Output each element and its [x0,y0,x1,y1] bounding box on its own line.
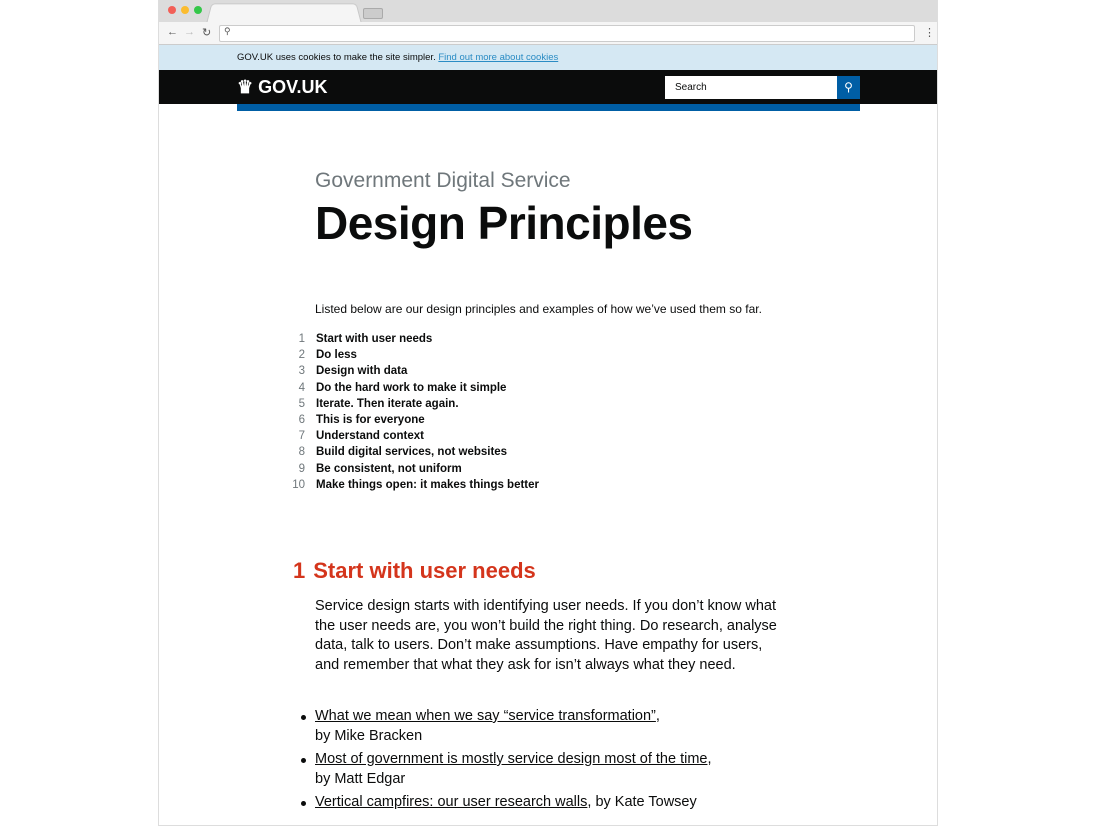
list-item [315,793,795,813]
principle-link[interactable]: Be consistent, not uniform [316,462,462,475]
article-link[interactable]: Vertical campfires: our user research walls [315,794,588,810]
principle-item[interactable] [284,477,539,493]
search-input[interactable]: Search [665,76,837,99]
crown-icon: ♛ [237,77,254,97]
principle-number: 4 [298,381,305,394]
principles-list [284,331,539,493]
cookie-link[interactable]: Find out more about cookies [438,52,559,63]
principle-item[interactable] [284,412,539,428]
principle-item[interactable] [284,396,539,412]
author: by Matt Edgar [315,770,406,787]
header-blue-bar [237,104,860,111]
maximize-window-icon[interactable] [194,6,202,14]
article-link[interactable]: Most of government is mostly service design most of the time [315,751,708,767]
list-item [315,750,795,789]
address-bar[interactable] [219,25,915,42]
search-icon: ⚲ [844,80,853,94]
principle-link[interactable]: Do the hard work to make it simple [316,381,507,394]
tab-bar [159,0,937,22]
principle-number: 3 [298,365,305,378]
forward-icon[interactable]: → [184,26,195,38]
principle-link[interactable]: Start with user needs [316,333,433,345]
page-title: Design Principles [315,197,693,249]
back-icon[interactable]: ← [167,26,178,38]
principle-item[interactable] [284,347,539,363]
author: by Kate Towsey [595,794,697,810]
list-item [315,707,795,746]
principle-item[interactable] [284,461,539,477]
section-number: 1 [293,558,306,583]
browser-window [158,0,938,826]
article-link[interactable]: What we mean when we say “service transformation” [315,708,656,724]
principle-link[interactable]: This is for everyone [316,414,425,427]
punct: , [655,708,660,724]
intro-text: Listed below are our design principles and examples of how we’ve used them so far. [315,302,762,316]
principle-number: 6 [298,414,305,427]
section-title: Start with user needs [313,558,536,583]
new-tab-button[interactable] [363,8,383,19]
principle-number: 5 [298,397,305,410]
principle-link[interactable]: Design with data [316,365,408,378]
principle-item[interactable] [284,444,539,460]
principle-item[interactable] [284,331,539,347]
principle-number: 1 [298,333,305,345]
close-window-icon[interactable] [168,6,176,14]
browser-toolbar [159,22,937,45]
punct: , [707,751,712,767]
author: by Mike Bracken [315,727,423,744]
logo-text: GOV.UK [258,77,328,97]
principle-link[interactable]: Make things open: it makes things better [316,478,540,491]
cookie-text: GOV.UK uses cookies to make the site simpler. [237,52,436,63]
principle-link[interactable]: Understand context [316,430,424,443]
govuk-header [159,70,937,104]
search-button[interactable] [837,76,860,99]
reload-icon[interactable]: ↻ [202,27,212,39]
principle-link[interactable]: Iterate. Then iterate again. [316,397,459,410]
principle-link[interactable]: Do less [316,349,357,362]
principle-item[interactable] [284,380,539,396]
page-subtitle: Government Digital Service [315,169,571,192]
related-links [315,707,795,817]
minimize-window-icon[interactable] [181,6,189,14]
govuk-logo[interactable] [237,77,328,98]
principle-item[interactable] [284,428,539,444]
search-icon: ⚲ [224,26,231,36]
punct: , [587,794,592,810]
principle-number: 8 [298,446,305,459]
principle-number: 10 [292,478,305,491]
section-body: Service design starts with identifying user needs. If you don’t know what the user needs are, you won’t build the right thing. Do research, analyse data, talk to users. Don’t make assumptions. Have empathy for users, and remember that what they ask for isn’t always what they need. [315,598,777,673]
section-heading [293,558,536,584]
principle-number: 2 [298,349,305,362]
browser-tab[interactable] [206,3,361,22]
principle-link[interactable]: Build digital services, not websites [316,446,508,459]
principle-item[interactable] [284,363,539,379]
principle-number: 9 [298,462,305,475]
principle-number: 7 [298,430,305,443]
menu-icon[interactable]: ⋮ [924,27,935,39]
cookie-banner [159,45,937,70]
